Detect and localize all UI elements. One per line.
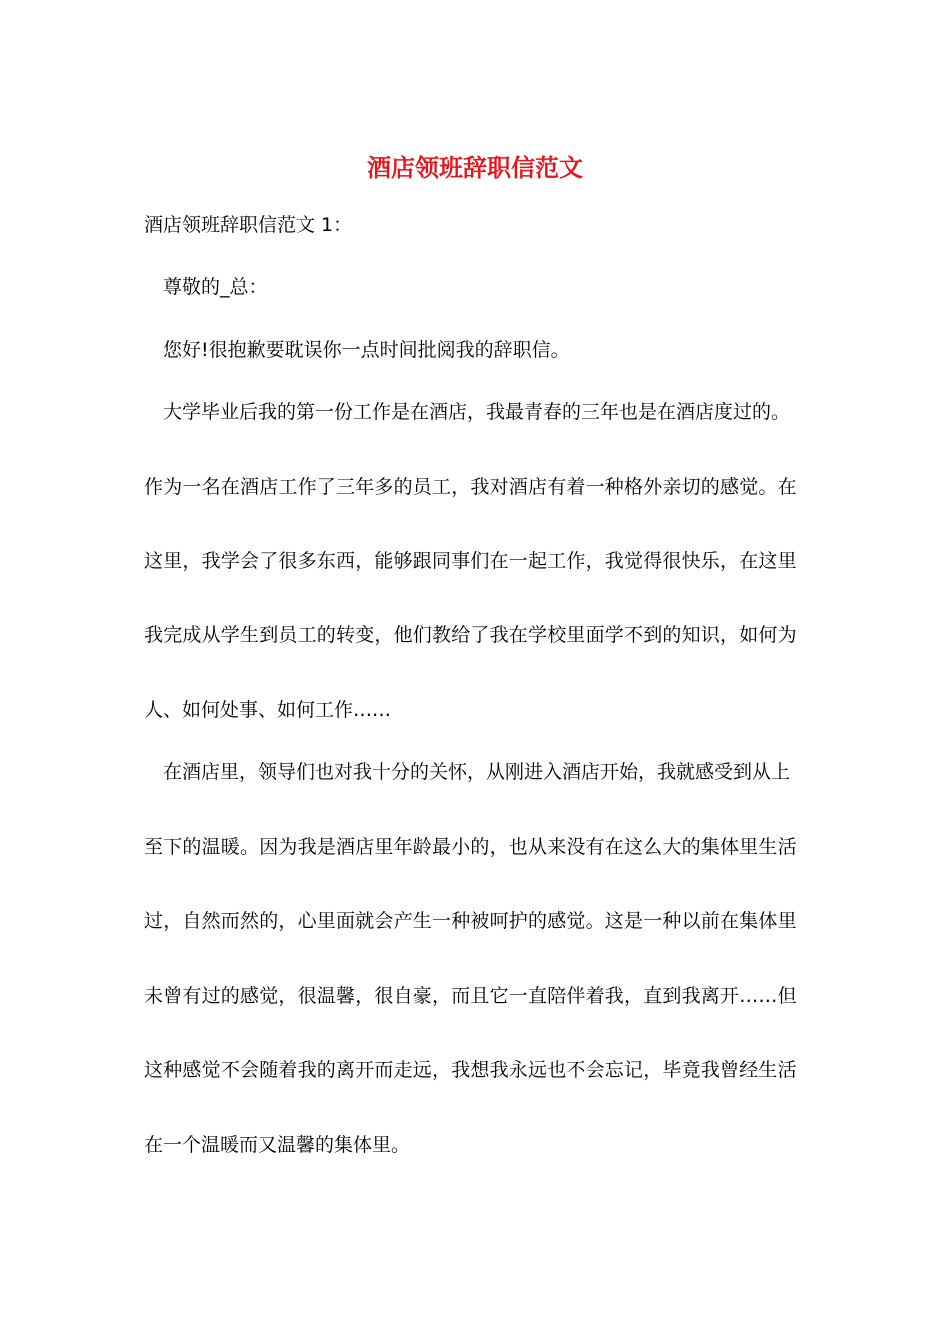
paragraph-line: 人、如何处事、如何工作…… — [144, 699, 392, 721]
paragraph-line: 这种感觉不会随着我的离开而走远，我想我永远也不会忘记，毕竟我曾经生活 — [144, 1059, 797, 1081]
paragraph-line: 这里，我学会了很多东西，能够跟同事们在一起工作，我觉得很快乐，在这里 — [144, 550, 797, 572]
paragraph-line: 过，自然而然的，心里面就会产生一种被呵护的感觉。这是一种以前在集体里 — [144, 910, 797, 932]
paragraph-line: 您好!很抱歉要耽误你一点时间批阅我的辞职信。 — [163, 339, 570, 361]
salutation: 尊敬的_总： — [163, 276, 268, 298]
document-title: 酒店领班辞职信范文 — [367, 153, 583, 182]
section-heading: 酒店领班辞职信范文 1： — [144, 214, 353, 236]
paragraph-line: 未曾有过的感觉，很温馨，很自豪，而且它一直陪伴着我，直到我离开……但 — [144, 985, 797, 1007]
paragraph-line: 大学毕业后我的第一份工作是在酒店，我最青春的三年也是在酒店度过的。 — [163, 401, 791, 423]
paragraph-line: 作为一名在酒店工作了三年多的员工，我对酒店有着一种格外亲切的感觉。在 — [144, 476, 797, 498]
paragraph-line: 我完成从学生到员工的转变，他们教给了我在学校里面学不到的知识，如何为 — [144, 624, 797, 646]
paragraph-line: 在酒店里，领导们也对我十分的关怀，从刚进入酒店开始，我就感受到从上 — [163, 761, 791, 783]
paragraph-line: 在一个温暖而又温馨的集体里。 — [144, 1134, 411, 1156]
paragraph-line: 至下的温暖。因为我是酒店里年龄最小的，也从来没有在这么大的集体里生活 — [144, 836, 797, 858]
